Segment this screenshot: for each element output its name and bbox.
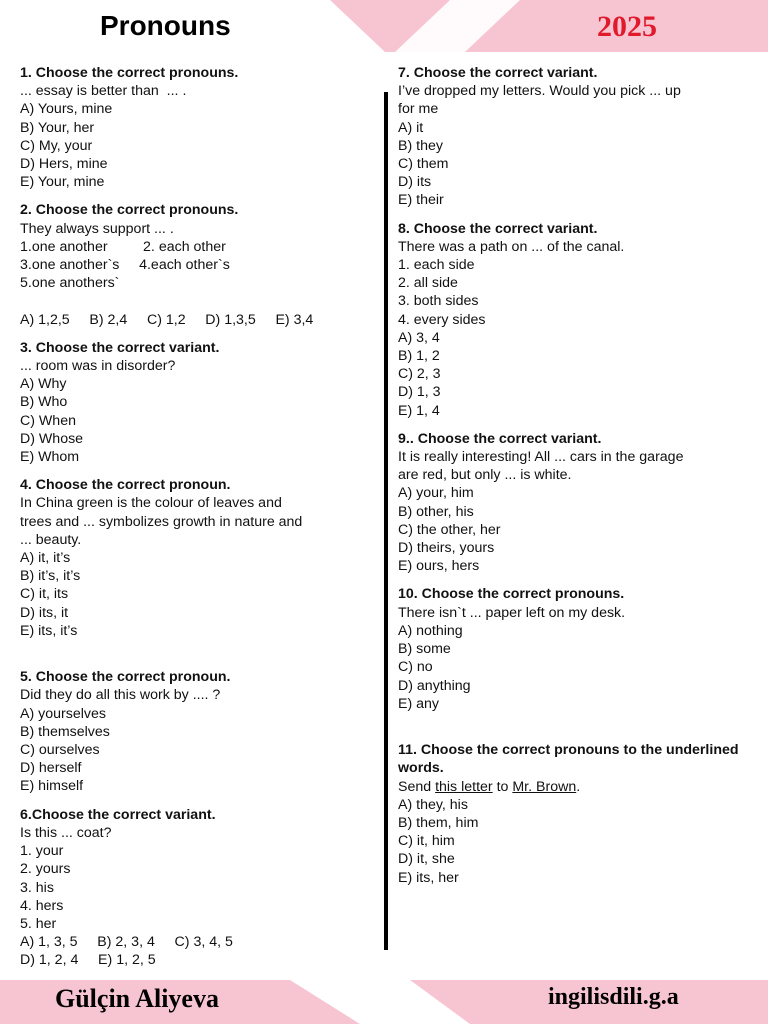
question-line: 1. each side — [398, 257, 475, 274]
question-line: In China green is the colour of leaves and — [20, 495, 282, 512]
question-line: A) 3, 4 — [398, 329, 440, 346]
question-line: A) Why — [20, 376, 67, 393]
question-block — [398, 64, 743, 210]
question-line: They always support ... . — [20, 220, 174, 237]
question-line: C) ourselves — [20, 742, 100, 759]
question-line: C) My, your — [20, 137, 93, 154]
question-line: B) it’s, it’s — [20, 568, 81, 585]
question-block — [398, 585, 743, 731]
question-heading: 6.Choose the correct variant. — [20, 806, 216, 823]
question-line: 1.one another 2. each other — [20, 238, 226, 255]
question-heading: 4. Choose the correct pronoun. — [20, 477, 231, 494]
question-line: D) theirs, yours — [398, 540, 495, 557]
question-line: E) ours, hers — [398, 558, 480, 575]
question-heading: 9.. Choose the correct variant. — [398, 430, 602, 447]
question-line: 4. hers — [20, 897, 64, 914]
question-block — [20, 668, 365, 795]
question-line: D) Whose — [20, 430, 84, 447]
question-line: for me — [398, 101, 439, 118]
question-line: E) Whom — [20, 449, 80, 466]
question-line: A) Yours, mine — [20, 101, 113, 118]
question-heading: 2. Choose the correct pronouns. — [20, 202, 239, 219]
question-line — [20, 640, 365, 658]
question-line: B) them, him — [398, 814, 479, 831]
sentence-part: . — [576, 778, 581, 795]
question-line: B) Your, her — [20, 119, 95, 136]
question-line: 1. your — [20, 843, 64, 860]
question-line — [398, 713, 743, 731]
question-line: D) 1, 3 — [398, 384, 441, 401]
question-line: D) anything — [398, 677, 471, 694]
question-heading: 11. Choose the correct pronouns to the underlined words. — [398, 742, 739, 777]
question-line: D) its, it — [20, 604, 69, 621]
question-line: A) it, it’s — [20, 550, 71, 567]
question-line: D) its — [398, 174, 432, 191]
question-line: A) yourselves — [20, 705, 106, 722]
question-line: ... beauty. — [20, 531, 82, 548]
question-block — [20, 64, 365, 191]
question-block — [20, 476, 365, 658]
question-heading: 7. Choose the correct variant. — [398, 65, 598, 81]
question-line: D) 1, 2, 4 E) 1, 2, 5 — [20, 952, 156, 969]
question-line: A) 1,2,5 B) 2,4 C) 1,2 D) 1,3,5 E) 3,4 — [20, 311, 314, 328]
question-line: E) any — [398, 695, 440, 712]
question-line: B) they — [398, 137, 443, 154]
left-column — [20, 64, 365, 980]
question-line: There was a path on ... of the canal. — [398, 238, 625, 255]
question-line: are red, but only ... is white. — [398, 467, 572, 484]
question-block — [398, 430, 743, 576]
question-line: B) other, his — [398, 503, 474, 520]
page-title: Pronouns — [100, 10, 231, 41]
question-line: E) its, it’s — [20, 622, 78, 639]
site-name: ingilisdili.g.a — [548, 984, 679, 1010]
question-line: 3.one another`s 4.each other`s — [20, 257, 230, 274]
question-line: E) their — [398, 192, 444, 209]
question-line: A) 1, 3, 5 B) 2, 3, 4 C) 3, 4, 5 — [20, 934, 233, 951]
question-heading: 3. Choose the correct variant. — [20, 339, 220, 356]
question-line — [20, 292, 365, 310]
question-line: trees and ... symbolizes growth in nature and — [20, 513, 303, 530]
question-line: C) it, its — [20, 586, 69, 603]
question-line: C) it, him — [398, 833, 455, 850]
question-line: Did they do all this work by .... ? — [20, 687, 221, 704]
question-block — [20, 201, 365, 328]
question-line: B) some — [398, 641, 451, 658]
sentence-part: this letter — [435, 778, 493, 795]
question-line: D) it, she — [398, 851, 455, 868]
question-line: 4. every sides — [398, 311, 486, 328]
question-heading: 8. Choose the correct variant. — [398, 220, 598, 237]
year-label: 2025 — [597, 10, 657, 43]
question-line: There isn`t ... paper left on my desk. — [398, 604, 626, 621]
question-line: D) herself — [20, 760, 82, 777]
column-divider — [384, 92, 388, 950]
question-line: 5.one anothers` — [20, 275, 120, 292]
question-line: E) himself — [20, 778, 84, 795]
question-heading: 10. Choose the correct pronouns. — [398, 586, 625, 603]
question-block — [398, 220, 743, 420]
question-line: C) 2, 3 — [398, 366, 441, 383]
question-line: ... essay is better than ... . — [20, 83, 187, 100]
question-heading: 1. Choose the correct pronouns. — [20, 65, 239, 81]
question-line: 5. her — [20, 915, 57, 932]
question-heading: 5. Choose the correct pronoun. — [20, 669, 231, 686]
question-block — [398, 741, 743, 887]
question-line: A) it — [398, 119, 424, 136]
question-line: 2. all side — [398, 275, 458, 292]
sentence-part: Send — [398, 778, 436, 795]
question-line: ... room was in disorder? — [20, 358, 176, 375]
question-line: D) Hers, mine — [20, 156, 108, 173]
question-line: C) the other, her — [398, 521, 501, 538]
right-column — [398, 64, 743, 897]
question-line: 2. yours — [20, 861, 71, 878]
question-line: 3. both sides — [398, 293, 479, 310]
question-line: C) When — [20, 412, 76, 429]
question-line: B) themselves — [20, 723, 110, 740]
question-line: C) no — [398, 659, 433, 676]
author-name: Gülçin Aliyeva — [55, 984, 219, 1013]
question-line: Is this ... coat? — [20, 824, 112, 841]
question-line: E) 1, 4 — [398, 402, 440, 419]
sentence-part: to — [492, 778, 513, 795]
question-line: A) your, him — [398, 485, 474, 502]
question-block — [20, 339, 365, 466]
question-line: A) nothing — [398, 622, 463, 639]
question-sentence — [398, 778, 743, 796]
question-line: E) its, her — [398, 869, 459, 886]
question-line: C) them — [398, 156, 449, 173]
question-line: It is really interesting! All ... cars in the garage — [398, 449, 684, 466]
question-line: 3. his — [20, 879, 54, 896]
question-line: B) 1, 2 — [398, 348, 440, 365]
question-line: E) Your, mine — [20, 174, 105, 191]
sentence-part: Mr. Brown — [512, 778, 577, 795]
question-line: B) Who — [20, 394, 68, 411]
question-line: I’ve dropped my letters. Would you pick ... up — [398, 83, 681, 100]
question-block — [20, 806, 365, 970]
question-line: A) they, his — [398, 796, 468, 813]
